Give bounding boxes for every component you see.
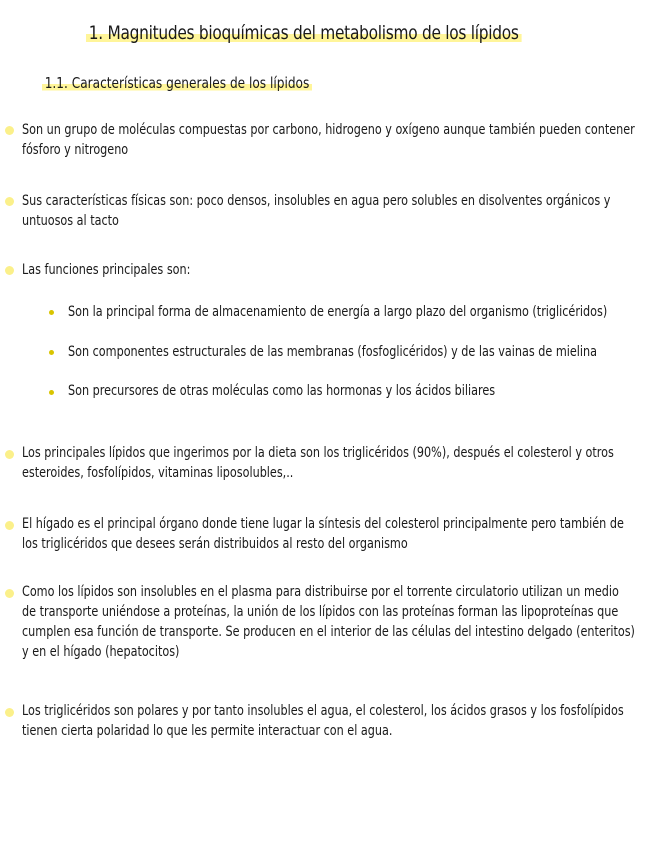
title-text: 1. Magnitudes bioquímicas del metabolismo de los lípidos [86,22,521,44]
paragraph-composition: Son un grupo de moléculas compuestas por carbono, hidrogeno y oxígeno aunque también pueden contener fósforo y nitrogeno [22,122,635,158]
page-title [86,22,521,44]
bullet-dot-icon [5,589,14,598]
bullet-dot-icon [5,197,14,206]
paragraph-dietary-lipids: Los principales lípidos que ingerimos por la dieta son los triglicéridos (90%), después el colesterol y otros esteroides, fosfolípidos, vitaminas liposolubles,.. [22,445,614,481]
paragraph-lipoproteins: Como los lípidos son insolubles en el plasma para distribuirse por el torrente circulatorio utilizan un medio de transporte uniéndose a proteínas, la unión de los lípidos con las proteínas forman las lipoproteínas que cumplen esa función de transporte. Se producen en el interior de las células del intestino delgado (enteritos) y en el hígado (hepatocitos) [22,584,635,660]
sub-bullet-icon [49,350,54,355]
function-item: Son componentes estructurales de las membranas (fosfoglicéridos) y de las vainas de mielina [68,344,597,360]
bullet-dot-icon [5,708,14,717]
bullet-dot-icon [5,266,14,275]
subtitle-text: 1.1. Características generales de los lípidos [42,74,312,92]
paragraph-physical-characteristics: Sus características físicas son: poco densos, insolubles en agua pero solubles en disolventes orgánicos y untuosos al tacto [22,193,611,229]
bullet-dot-icon [5,450,14,459]
paragraph-functions-intro: Las funciones principales son: [22,262,191,278]
paragraph-liver-synthesis: El hígado es el principal órgano donde tiene lugar la síntesis del colesterol principalmente pero también de los triglicéridos que desees serán distribuidos al resto del organismo [22,516,624,552]
function-item: Son la principal forma de almacenamiento de energía a largo plazo del organismo (triglicéridos) [68,304,608,320]
paragraph-polarity: Los triglicéridos son polares y por tanto insolubles el agua, el colesterol, los ácidos grasos y los fosfolípidos tienen cierta polaridad lo que les permite interactuar con el agua. [22,703,624,739]
function-item: Son precursores de otras moléculas como las hormonas y los ácidos biliares [68,383,496,399]
sub-bullet-icon [49,310,54,315]
section-subtitle [42,74,312,92]
sub-bullet-icon [49,390,54,395]
bullet-dot-icon [5,126,14,135]
bullet-dot-icon [5,521,14,530]
